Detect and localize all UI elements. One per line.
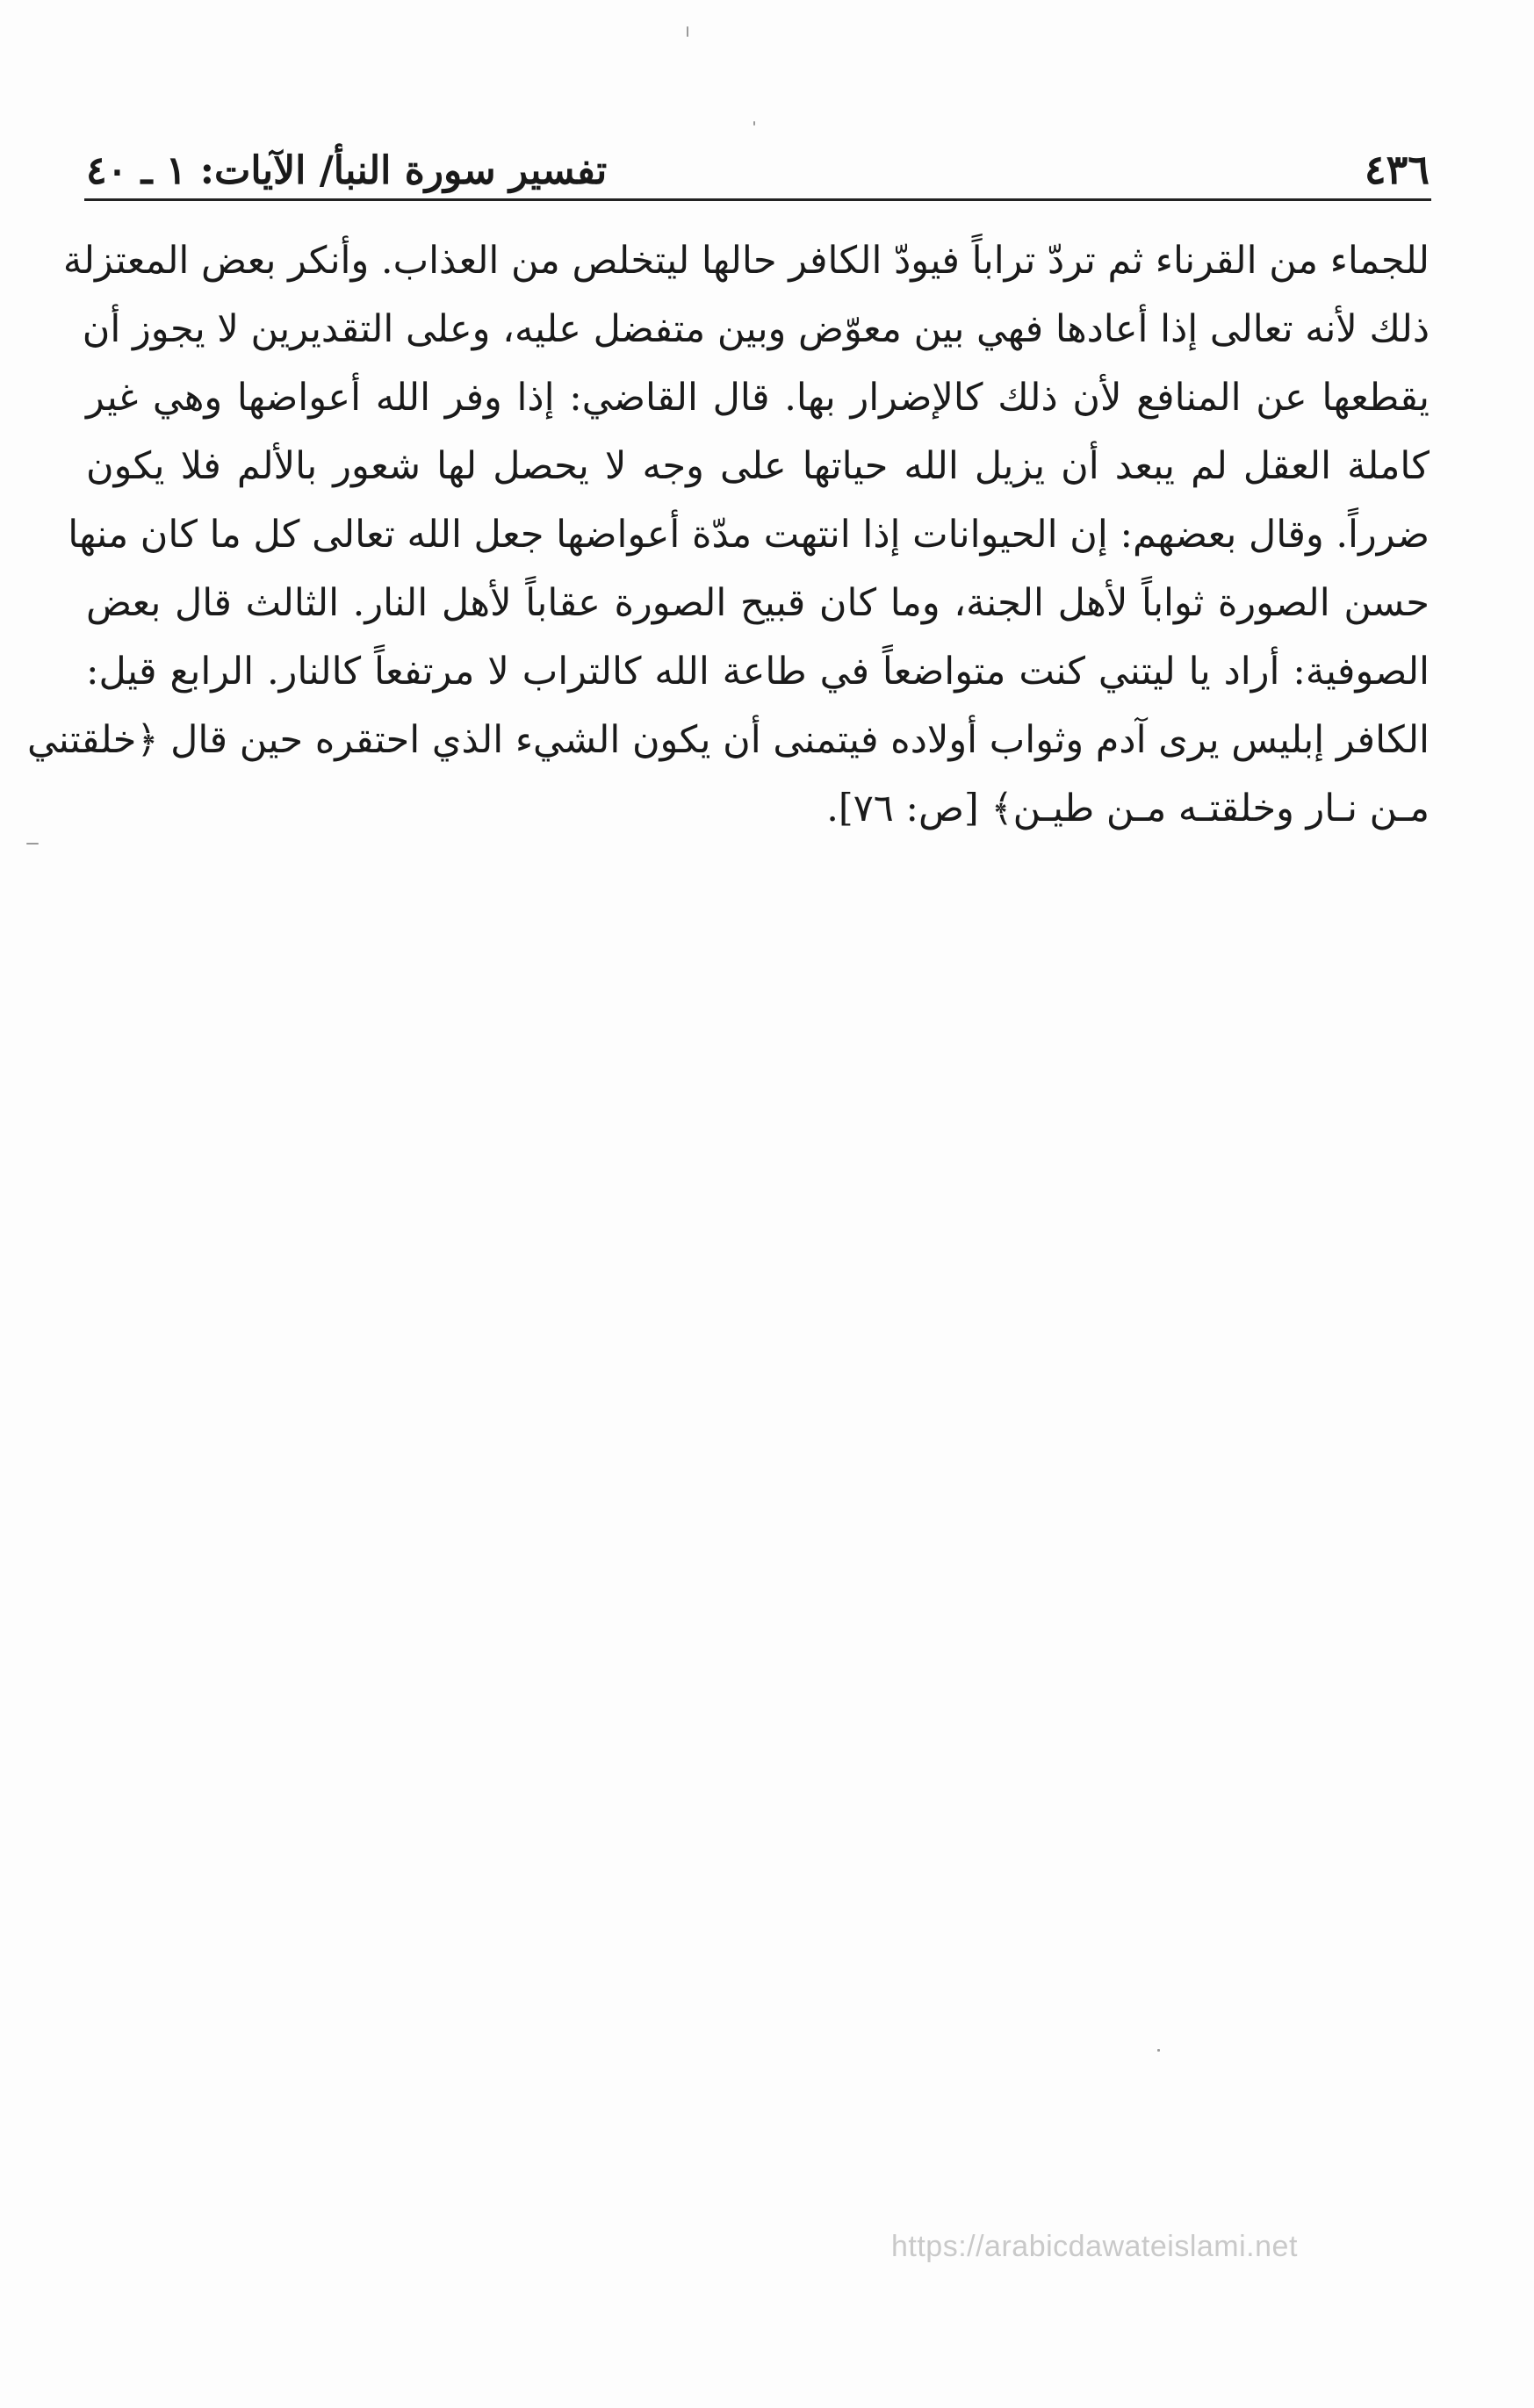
page-header — [86, 132, 1430, 193]
text-line: الصوفية: أراد يا ليتني كنت متواضعاً في طاعة الله كالتراب لا مرتفعاً كالنار. الرابع قيل: — [86, 650, 1430, 694]
scan-speck — [687, 26, 688, 37]
scan-speck — [26, 843, 39, 845]
running-title: تفسير سورة النبأ/ الآيات: ١ ـ ٤٠ — [86, 148, 608, 193]
header-rule — [84, 198, 1431, 201]
page-number: ٤٣٦ — [1364, 146, 1430, 193]
text-line: الكافر إبليس يرى آدم وثواب أولاده فيتمنى أن يكون الشيء الذي احتقره حين قال ﴿خلقتني — [26, 718, 1430, 762]
text-line: للجماء من القرناء ثم تردّ تراباً فيودّ الكافر حالها ليتخلص من العذاب. وأنكر بعض المعتزلة — [62, 239, 1430, 283]
scan-speck — [1157, 2049, 1160, 2052]
text-line-last: مـن نـار وخلقتـه مـن طيـن﴾ [ص: ٧٦]. — [826, 787, 1430, 830]
text-line: ذلك لأنه تعالى إذا أعادها فهي بين معوّض وبين متفضل عليه، وعلى التقديرين لا يجوز أن — [82, 307, 1430, 351]
text-line: كاملة العقل لم يبعد أن يزيل الله حياتها على وجه لا يحصل لها شعور بالألم فلا يكون — [86, 444, 1430, 488]
body-text — [26, 226, 1430, 843]
text-line: حسن الصورة ثواباً لأهل الجنة، وما كان قبيح الصورة عقاباً لأهل النار. الثالث قال بعض — [86, 581, 1430, 625]
text-line: ضرراً. وقال بعضهم: إن الحيوانات إذا انتهت مدّة أعواضها جعل الله تعالى كل ما كان منها — [68, 513, 1430, 557]
text-line: يقطعها عن المنافع لأن ذلك كالإضرار بها. قال القاضي: إذا وفر الله أعواضها وهي غير — [86, 376, 1430, 420]
scan-speck — [753, 121, 755, 126]
watermark-url: https://arabicdawateislami.net — [891, 2230, 1298, 2263]
